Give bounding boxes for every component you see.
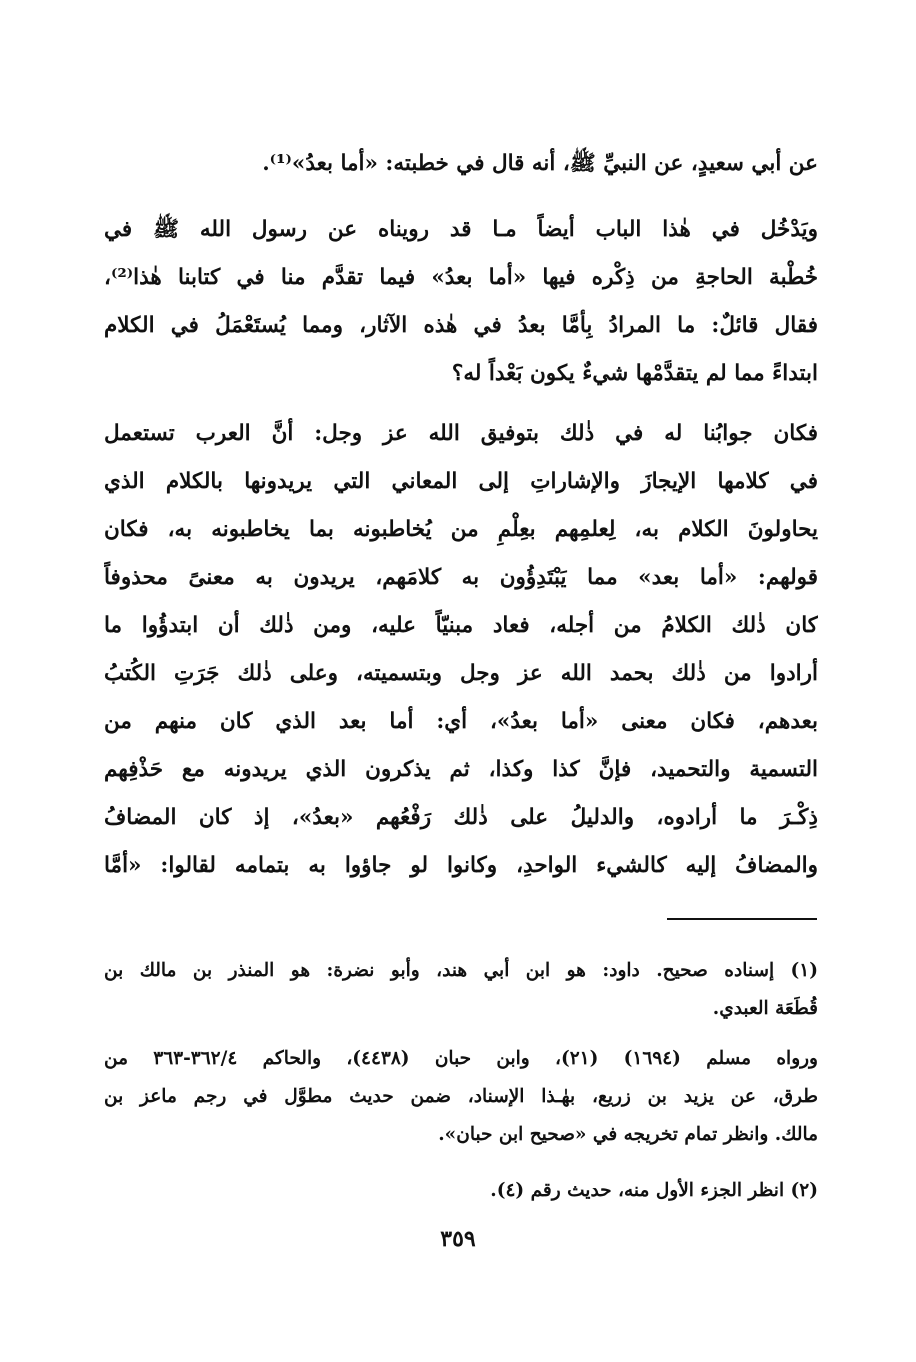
page-number: ٣٥٩ — [440, 1226, 476, 1252]
text-line: ويَدْخُل في هٰذا الباب أيضاً مـا قد رويناه عن رسول الله ﷺ في — [104, 217, 818, 242]
text-line: بعدهم، فكان معنى «أما بعدُ»، أي: أما بعد الذي كان منهم من — [104, 709, 818, 734]
text-line: التسمية والتحميد، فإنَّ كذا وكذا، ثم يذكرون الذي يريدونه مع حَذْفِهم — [104, 757, 818, 782]
footnote-line: مالك. وانظر تمام تخريجه في «صحيح ابن حبان». — [438, 1124, 818, 1145]
footnote-2 — [104, 1172, 818, 1210]
footnote-1 — [104, 952, 818, 1028]
text-line: في كلامها الإيجازَ والإشاراتِ إلى المعاني التي يريدونها بالكلام الذي — [104, 469, 818, 494]
text-line: والمضافُ إليه كالشيء الواحدِ، وكانوا لو جاؤوا به بتمامه لقالوا: «أمَّا — [104, 853, 818, 878]
paragraph-2 — [104, 206, 818, 398]
text-line: فقال قائلٌ: ما المرادُ بِأمَّا بعدُ في هٰذه الآثار، ومما يُستَعْمَلُ في الكلام — [104, 313, 818, 338]
footnote-line: (١) إسناده صحيح. داود: هو ابن أبي هند، وأبو نضرة: هو المنذر بن مالك بن — [104, 960, 818, 981]
text-line: ابتداءً مما لم يتقدَّمْها شيءٌ يكون بَعْداً له؟ — [451, 361, 818, 386]
footnote-line: طرق، عن يزيد بن زريع، بهٰـذا الإسناد، ضمن حديث مطوَّل في رجم ماعز بن — [104, 1086, 818, 1107]
paragraph-3 — [104, 410, 818, 890]
footnote-separator — [667, 918, 817, 920]
text-line: يحاولونَ الكلام به، لِعلمِهم بعِلْمِ من يُخاطبونه بما يخاطبونه به، فكان — [104, 517, 818, 542]
footnote-line: (٢) انظر الجزء الأول منه، حديث رقم (٤). — [490, 1180, 818, 1201]
text-line: كان ذٰلك الكلامُ من أجله، فعاد مبنيّاً عليه، ومن ذٰلك أن ابتدؤُوا ما — [104, 613, 818, 638]
text-line: قولهم: «أما بعد» مما يَبْتَدِؤُون به كلامَهم، يريدون به معنىً محذوفاً — [104, 565, 818, 590]
text-line: خُطْبة الحاجةِ من ذِكْره فيها «أما بعدُ» فيما تقدَّم منا في كتابنا هٰذا⁽²⁾، — [104, 265, 818, 290]
paragraph-1 — [104, 140, 818, 188]
text-line: فكان جوابُنا له في ذٰلك بتوفيق الله عز وجل: أنَّ العرب تستعمل — [104, 421, 818, 446]
text-line: ذِكْـرَ ما أرادوه، والدليلُ على ذٰلك رَفْعُهم «بعدُ»، إذ كان المضافُ — [104, 805, 818, 830]
text-line: أرادوا من ذٰلك بحمد الله عز وجل وبتسميته، وعلى ذٰلك جَرَتِ الكُتبُ — [104, 661, 818, 686]
footnote-line: قُطَعَة العبدي. — [712, 998, 818, 1019]
text-line: عن أبي سعيدٍ، عن النبيِّ ﷺ، أنه قال في خطبته: «أما بعدُ»⁽¹⁾. — [262, 151, 818, 176]
footnote-line: ورواه مسلم (١٦٩٤) (٢١)، وابن حبان (٤٤٣٨)، والحاكم ٣٦٢/٤-٣٦٣ من — [104, 1048, 818, 1069]
footnote-1-continued — [104, 1040, 818, 1154]
